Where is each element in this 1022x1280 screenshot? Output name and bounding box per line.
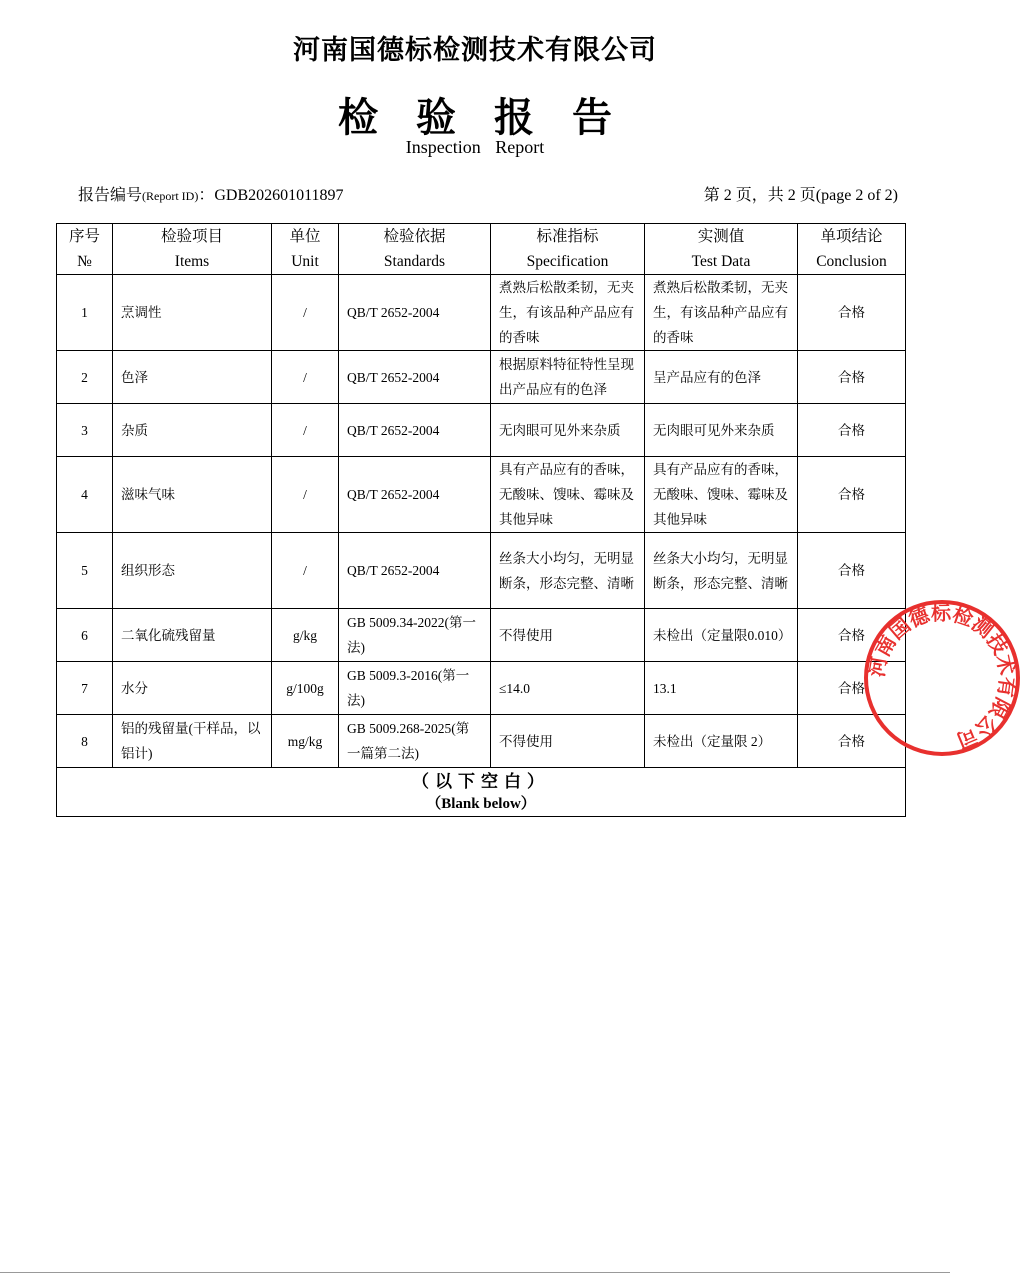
cell-no: 2 — [57, 351, 113, 404]
cell-no: 3 — [57, 404, 113, 457]
cell-conclusion: 合格 — [798, 662, 906, 715]
cell-conclusion: 合格 — [798, 404, 906, 457]
table-row — [57, 715, 906, 768]
cell-unit: / — [272, 533, 339, 609]
cell-no: 5 — [57, 533, 113, 609]
cell-unit: / — [272, 457, 339, 533]
cell-spec: 无肉眼可见外来杂质 — [491, 404, 645, 457]
table-row — [57, 275, 906, 351]
table-row — [57, 351, 906, 404]
report-id-line — [78, 182, 344, 205]
col-header-conclusion: 单项结论 Conclusion — [798, 224, 906, 275]
table-header-row — [57, 224, 906, 275]
cell-unit: / — [272, 351, 339, 404]
col-header-no: 序号 № — [57, 224, 113, 275]
cell-test-data: 呈产品应有的色泽 — [645, 351, 798, 404]
cell-standard: GB 5009.268-2025(第一篇第二法) — [339, 715, 491, 768]
cell-standard: QB/T 2652-2004 — [339, 404, 491, 457]
cell-test-data: 具有产品应有的香味，无酸味、馊味、霉味及其他异味 — [645, 457, 798, 533]
cell-test-data: 煮熟后松散柔韧，无夹生，有该品种产品应有的香味 — [645, 275, 798, 351]
cell-spec: 不得使用 — [491, 715, 645, 768]
blank-below-cn: （以下空白） — [412, 772, 550, 792]
blank-below-cell — [57, 768, 906, 817]
cell-no: 8 — [57, 715, 113, 768]
col-header-specification: 标准指标 Specification — [491, 224, 645, 275]
table-row — [57, 457, 906, 533]
cell-standard: GB 5009.34-2022(第一法) — [339, 609, 491, 662]
cell-test-data: 13.1 — [645, 662, 798, 715]
report-id-value: GDB202601011897 — [214, 187, 344, 204]
inspection-table — [56, 223, 906, 817]
report-title: 检验报告 — [338, 95, 650, 141]
table-row — [57, 533, 906, 609]
cell-test-data: 未检出（定量限 2） — [645, 715, 798, 768]
cell-conclusion: 合格 — [798, 715, 906, 768]
cell-standard: QB/T 2652-2004 — [339, 351, 491, 404]
cell-conclusion: 合格 — [798, 457, 906, 533]
report-id-separator: ： — [198, 187, 215, 204]
company-name: 河南国德标检测技术有限公司 — [293, 35, 657, 66]
cell-standard: QB/T 2652-2004 — [339, 457, 491, 533]
cell-unit: / — [272, 275, 339, 351]
cell-standard: QB/T 2652-2004 — [339, 275, 491, 351]
cell-item: 色泽 — [113, 351, 272, 404]
cell-item: 杂质 — [113, 404, 272, 457]
cell-unit: g/kg — [272, 609, 339, 662]
cell-conclusion: 合格 — [798, 275, 906, 351]
cell-no: 4 — [57, 457, 113, 533]
cell-test-data: 无肉眼可见外来杂质 — [645, 404, 798, 457]
cell-item: 滋味气味 — [113, 457, 272, 533]
seal-text: 河南国德标检测技术有限公司 — [864, 600, 1020, 753]
blank-below-row — [57, 768, 906, 817]
cell-test-data: 未检出（定量限0.010） — [645, 609, 798, 662]
cell-no: 7 — [57, 662, 113, 715]
cell-standard: GB 5009.3-2016(第一法) — [339, 662, 491, 715]
cell-conclusion: 合格 — [798, 351, 906, 404]
blank-below-en: （Blank below） — [426, 796, 536, 812]
table-row — [57, 609, 906, 662]
col-header-test-data: 实测值 Test Data — [645, 224, 798, 275]
cell-spec: 不得使用 — [491, 609, 645, 662]
company-seal-stamp — [862, 598, 1022, 758]
col-header-items: 检验项目 Items — [113, 224, 272, 275]
cell-standard: QB/T 2652-2004 — [339, 533, 491, 609]
cell-unit: / — [272, 404, 339, 457]
page-info: 第 2 页，共 2 页(page 2 of 2) — [703, 187, 898, 204]
cell-unit: g/100g — [272, 662, 339, 715]
cell-conclusion: 合格 — [798, 533, 906, 609]
cell-spec: 根据原料特征特性呈现出产品应有的色泽 — [491, 351, 645, 404]
report-id-label-en: (Report ID) — [142, 189, 199, 203]
cell-item: 二氧化硫残留量 — [113, 609, 272, 662]
cell-spec: 丝条大小均匀，无明显断条，形态完整、清晰 — [491, 533, 645, 609]
cell-conclusion: 合格 — [798, 609, 906, 662]
cell-item: 烹调性 — [113, 275, 272, 351]
cell-item: 水分 — [113, 662, 272, 715]
cell-spec: ≤14.0 — [491, 662, 645, 715]
cell-spec: 煮熟后松散柔韧，无夹生，有该品种产品应有的香味 — [491, 275, 645, 351]
cell-spec: 具有产品应有的香味，无酸味、馊味、霉味及其他异味 — [491, 457, 645, 533]
cell-no: 6 — [57, 609, 113, 662]
cell-unit: mg/kg — [272, 715, 339, 768]
cell-test-data: 丝条大小均匀，无明显断条，形态完整、清晰 — [645, 533, 798, 609]
col-header-unit: 单位 Unit — [272, 224, 339, 275]
cell-no: 1 — [57, 275, 113, 351]
table-row — [57, 662, 906, 715]
report-title-en: Inspection Report — [405, 137, 545, 157]
page-bottom-rule — [0, 1272, 950, 1273]
table-row — [57, 404, 906, 457]
cell-item: 铝的残留量(干样品，以铝计) — [113, 715, 272, 768]
report-id-label: 报告编号 — [78, 187, 143, 204]
col-header-standards: 检验依据 Standards — [339, 224, 491, 275]
cell-item: 组织形态 — [113, 533, 272, 609]
